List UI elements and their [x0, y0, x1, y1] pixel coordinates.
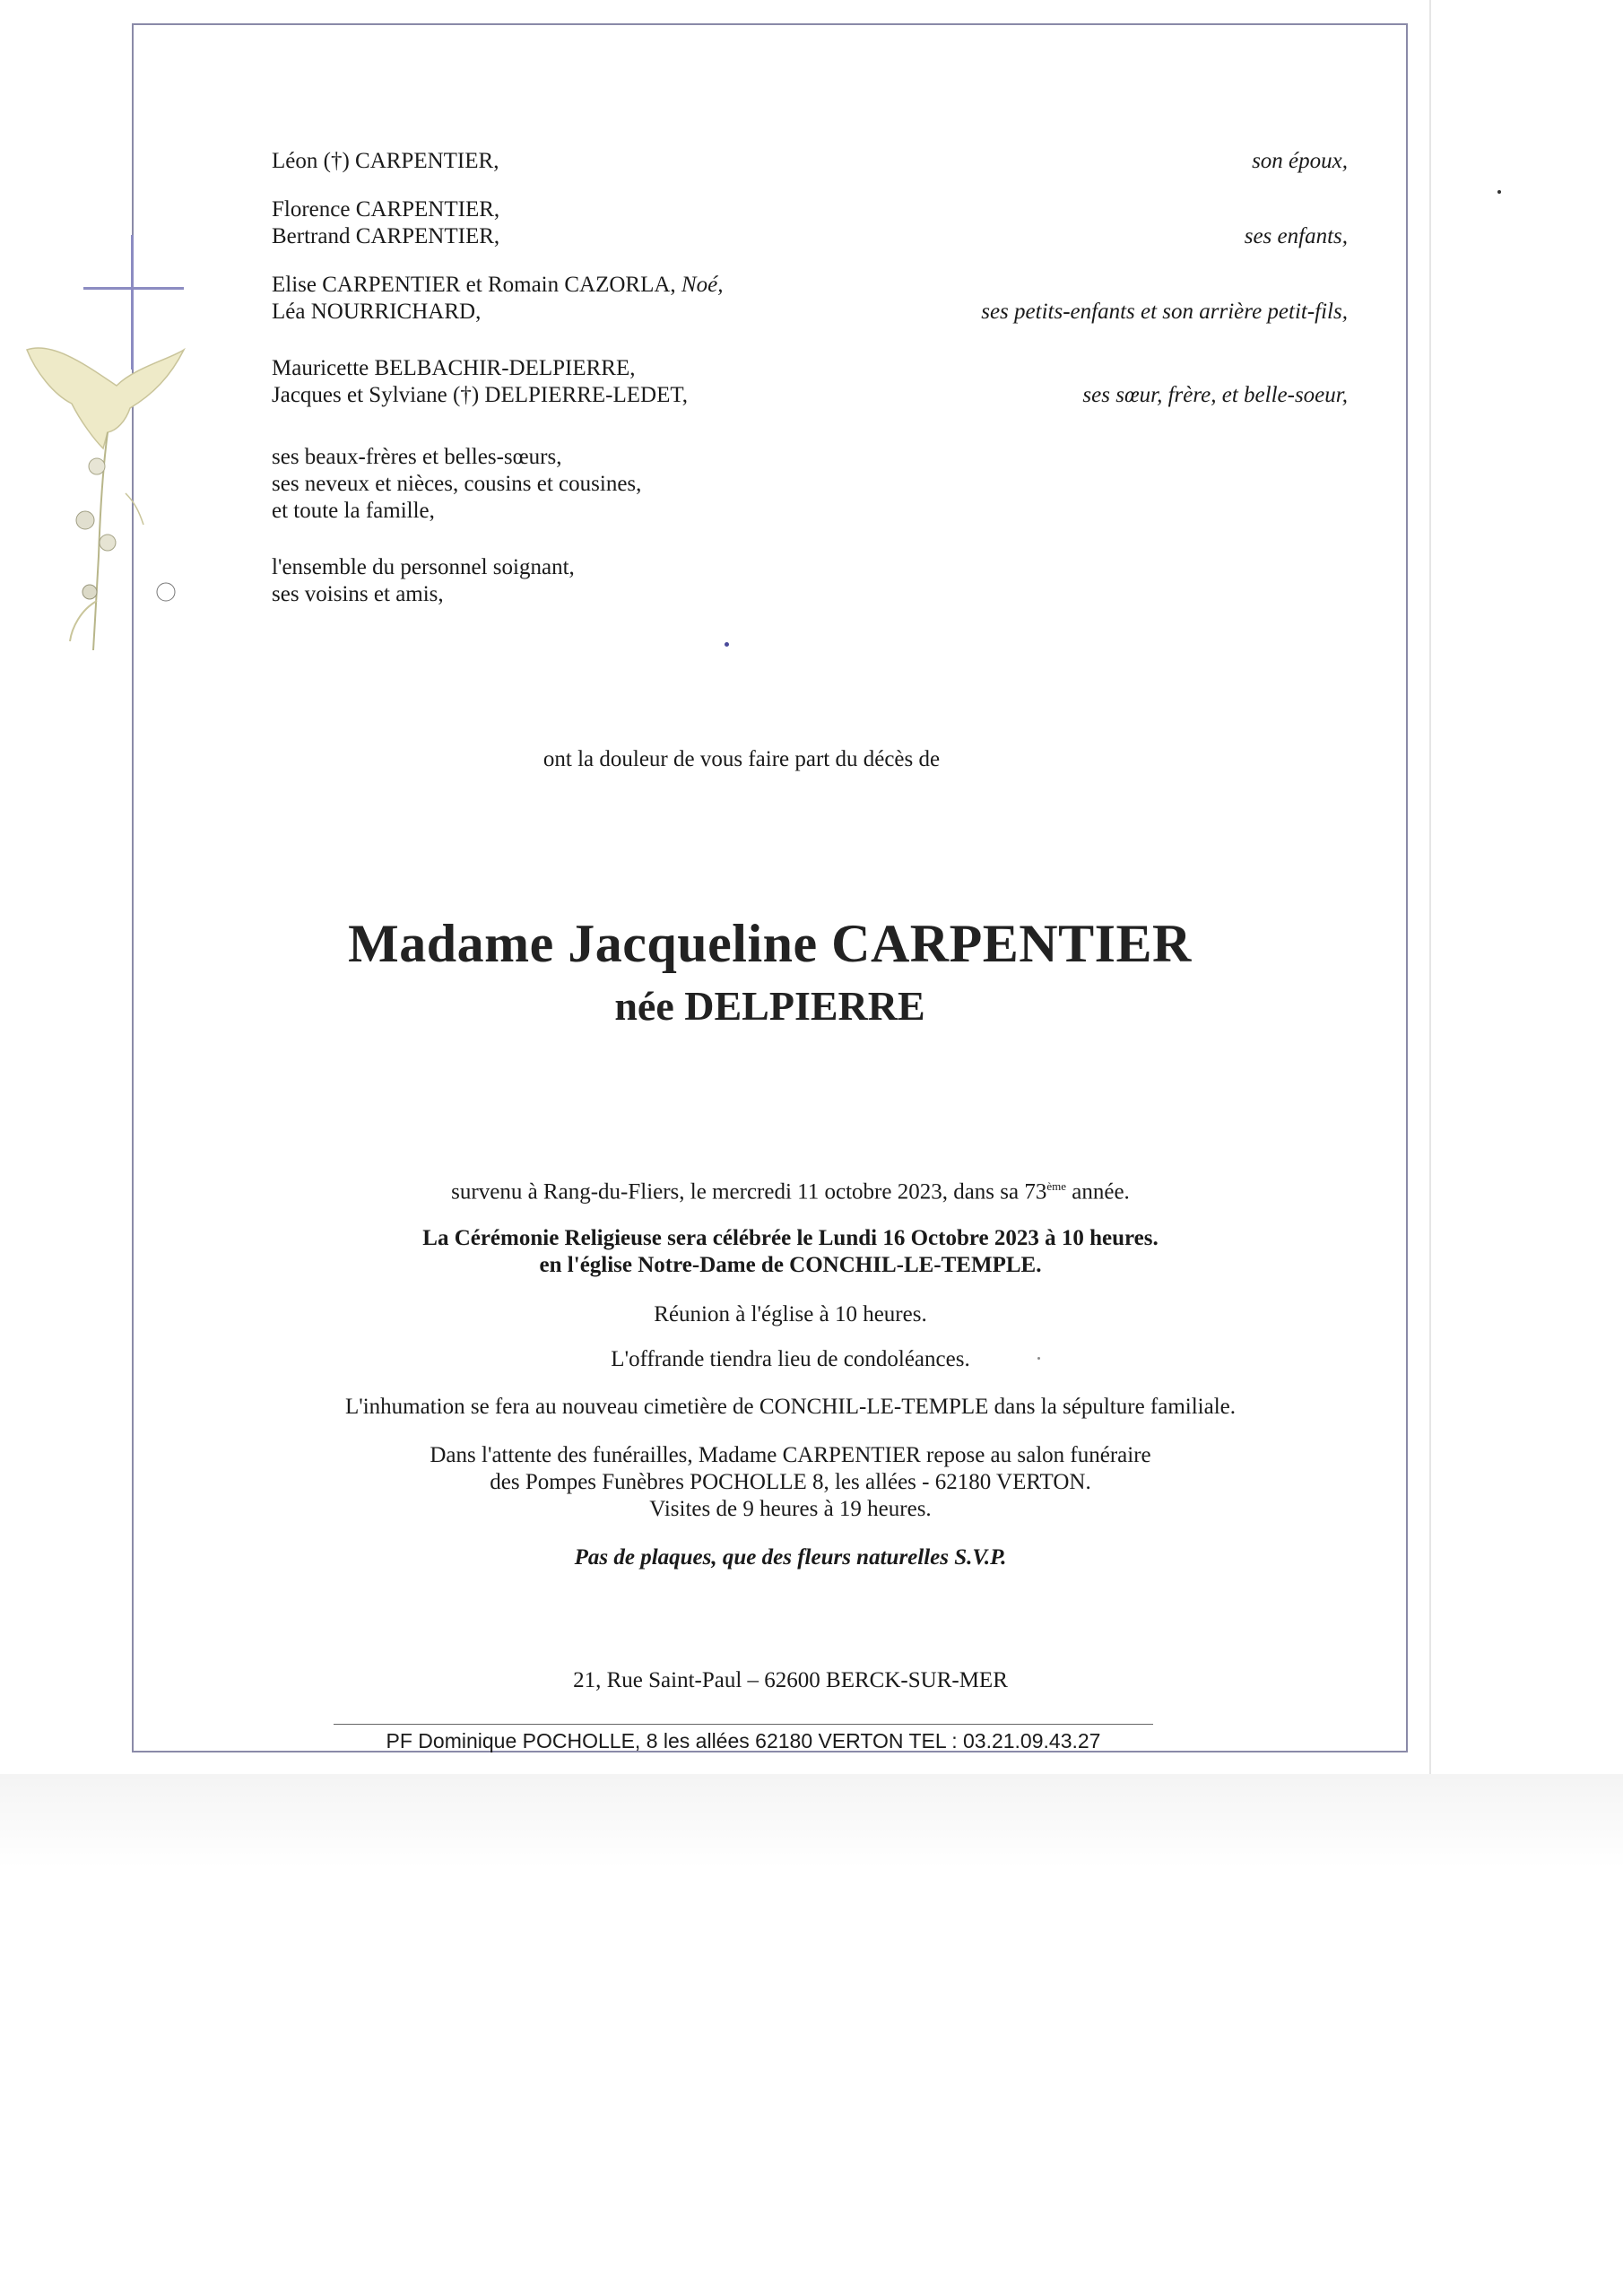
flowers-note: Pas de plaques, que des fleurs naturelles S.V.P.	[574, 1545, 1007, 1570]
ceremony-place: en l'église Notre-Dame de CONCHIL-LE-TEMPLE.	[539, 1253, 1042, 1277]
family-line: Bertrand CARPENTIER,	[272, 224, 500, 248]
wake-line: des Pompes Funèbres POCHOLLE 8, les allées - 62180 VERTON.	[490, 1470, 1091, 1494]
family-line: Elise CARPENTIER et Romain CAZORLA, Noé,	[272, 273, 724, 297]
relation-label: son époux,	[1252, 149, 1348, 173]
relation-label: ses enfants,	[1244, 224, 1348, 248]
family-line: ses voisins et amis,	[272, 582, 444, 606]
deceased-name: Madame Jacqueline CARPENTIER	[348, 914, 1192, 973]
dove-flower-illustration	[18, 332, 188, 655]
death-details: survenu à Rang-du-Fliers, le mercredi 11 octobre 2023, dans sa 73ème année.	[451, 1179, 1130, 1205]
scan-speck	[1037, 1357, 1040, 1360]
burial-text: L'inhumation se fera au nouveau cimetière de CONCHIL-LE-TEMPLE dans la sépulture familiale.	[344, 1395, 1237, 1419]
relation-label: ses sœur, frère, et belle-soeur,	[1082, 383, 1348, 407]
family-line: Mauricette BELBACHIR-DELPIERRE,	[272, 356, 636, 380]
family-line: ses neveux et nièces, cousins et cousines,	[272, 472, 642, 496]
cross-icon-horizontal	[83, 287, 184, 290]
relation-label: ses petits-enfants et son arrière petit-fils,	[981, 300, 1348, 324]
footer-divider	[334, 1724, 1153, 1725]
family-line: et toute la famille,	[272, 499, 435, 523]
reunion-text: Réunion à l'église à 10 heures.	[654, 1302, 927, 1326]
family-line: Léa NOURRICHARD,	[272, 300, 482, 324]
wake-line: Dans l'attente des funérailles, Madame CARPENTIER repose au salon funéraire	[430, 1443, 1151, 1467]
family-line: Jacques et Sylviane (†) DELPIERRE-LEDET,	[272, 383, 689, 407]
family-line: Léon (†) CARPENTIER,	[272, 149, 499, 173]
scan-speck	[725, 642, 729, 647]
family-line: Florence CARPENTIER,	[272, 197, 500, 222]
family-line: ses beaux-frères et belles-sœurs,	[272, 445, 562, 469]
scan-background	[0, 1774, 1623, 2296]
offering-text: L'offrande tiendra lieu de condoléances.	[611, 1347, 970, 1371]
family-line: l'ensemble du personnel soignant,	[272, 555, 575, 579]
wake-line: Visites de 9 heures à 19 heures.	[649, 1497, 932, 1521]
scan-edge	[1429, 0, 1431, 1785]
funeral-home-footer: PF Dominique POCHOLLE, 8 les allées 62180 VERTON TEL : 03.21.09.43.27	[386, 1729, 1101, 1752]
announcement: ont la douleur de vous faire part du décès de	[542, 747, 941, 771]
family-extra: Noé,	[681, 273, 724, 297]
scan-speck	[1497, 190, 1501, 194]
deceased-maiden-name: née DELPIERRE	[614, 983, 925, 1029]
address: 21, Rue Saint-Paul – 62600 BERCK-SUR-MER	[573, 1668, 1008, 1692]
ceremony-line: La Cérémonie Religieuse sera célébrée le Lundi 16 Octobre 2023 à 10 heures.	[422, 1226, 1159, 1250]
